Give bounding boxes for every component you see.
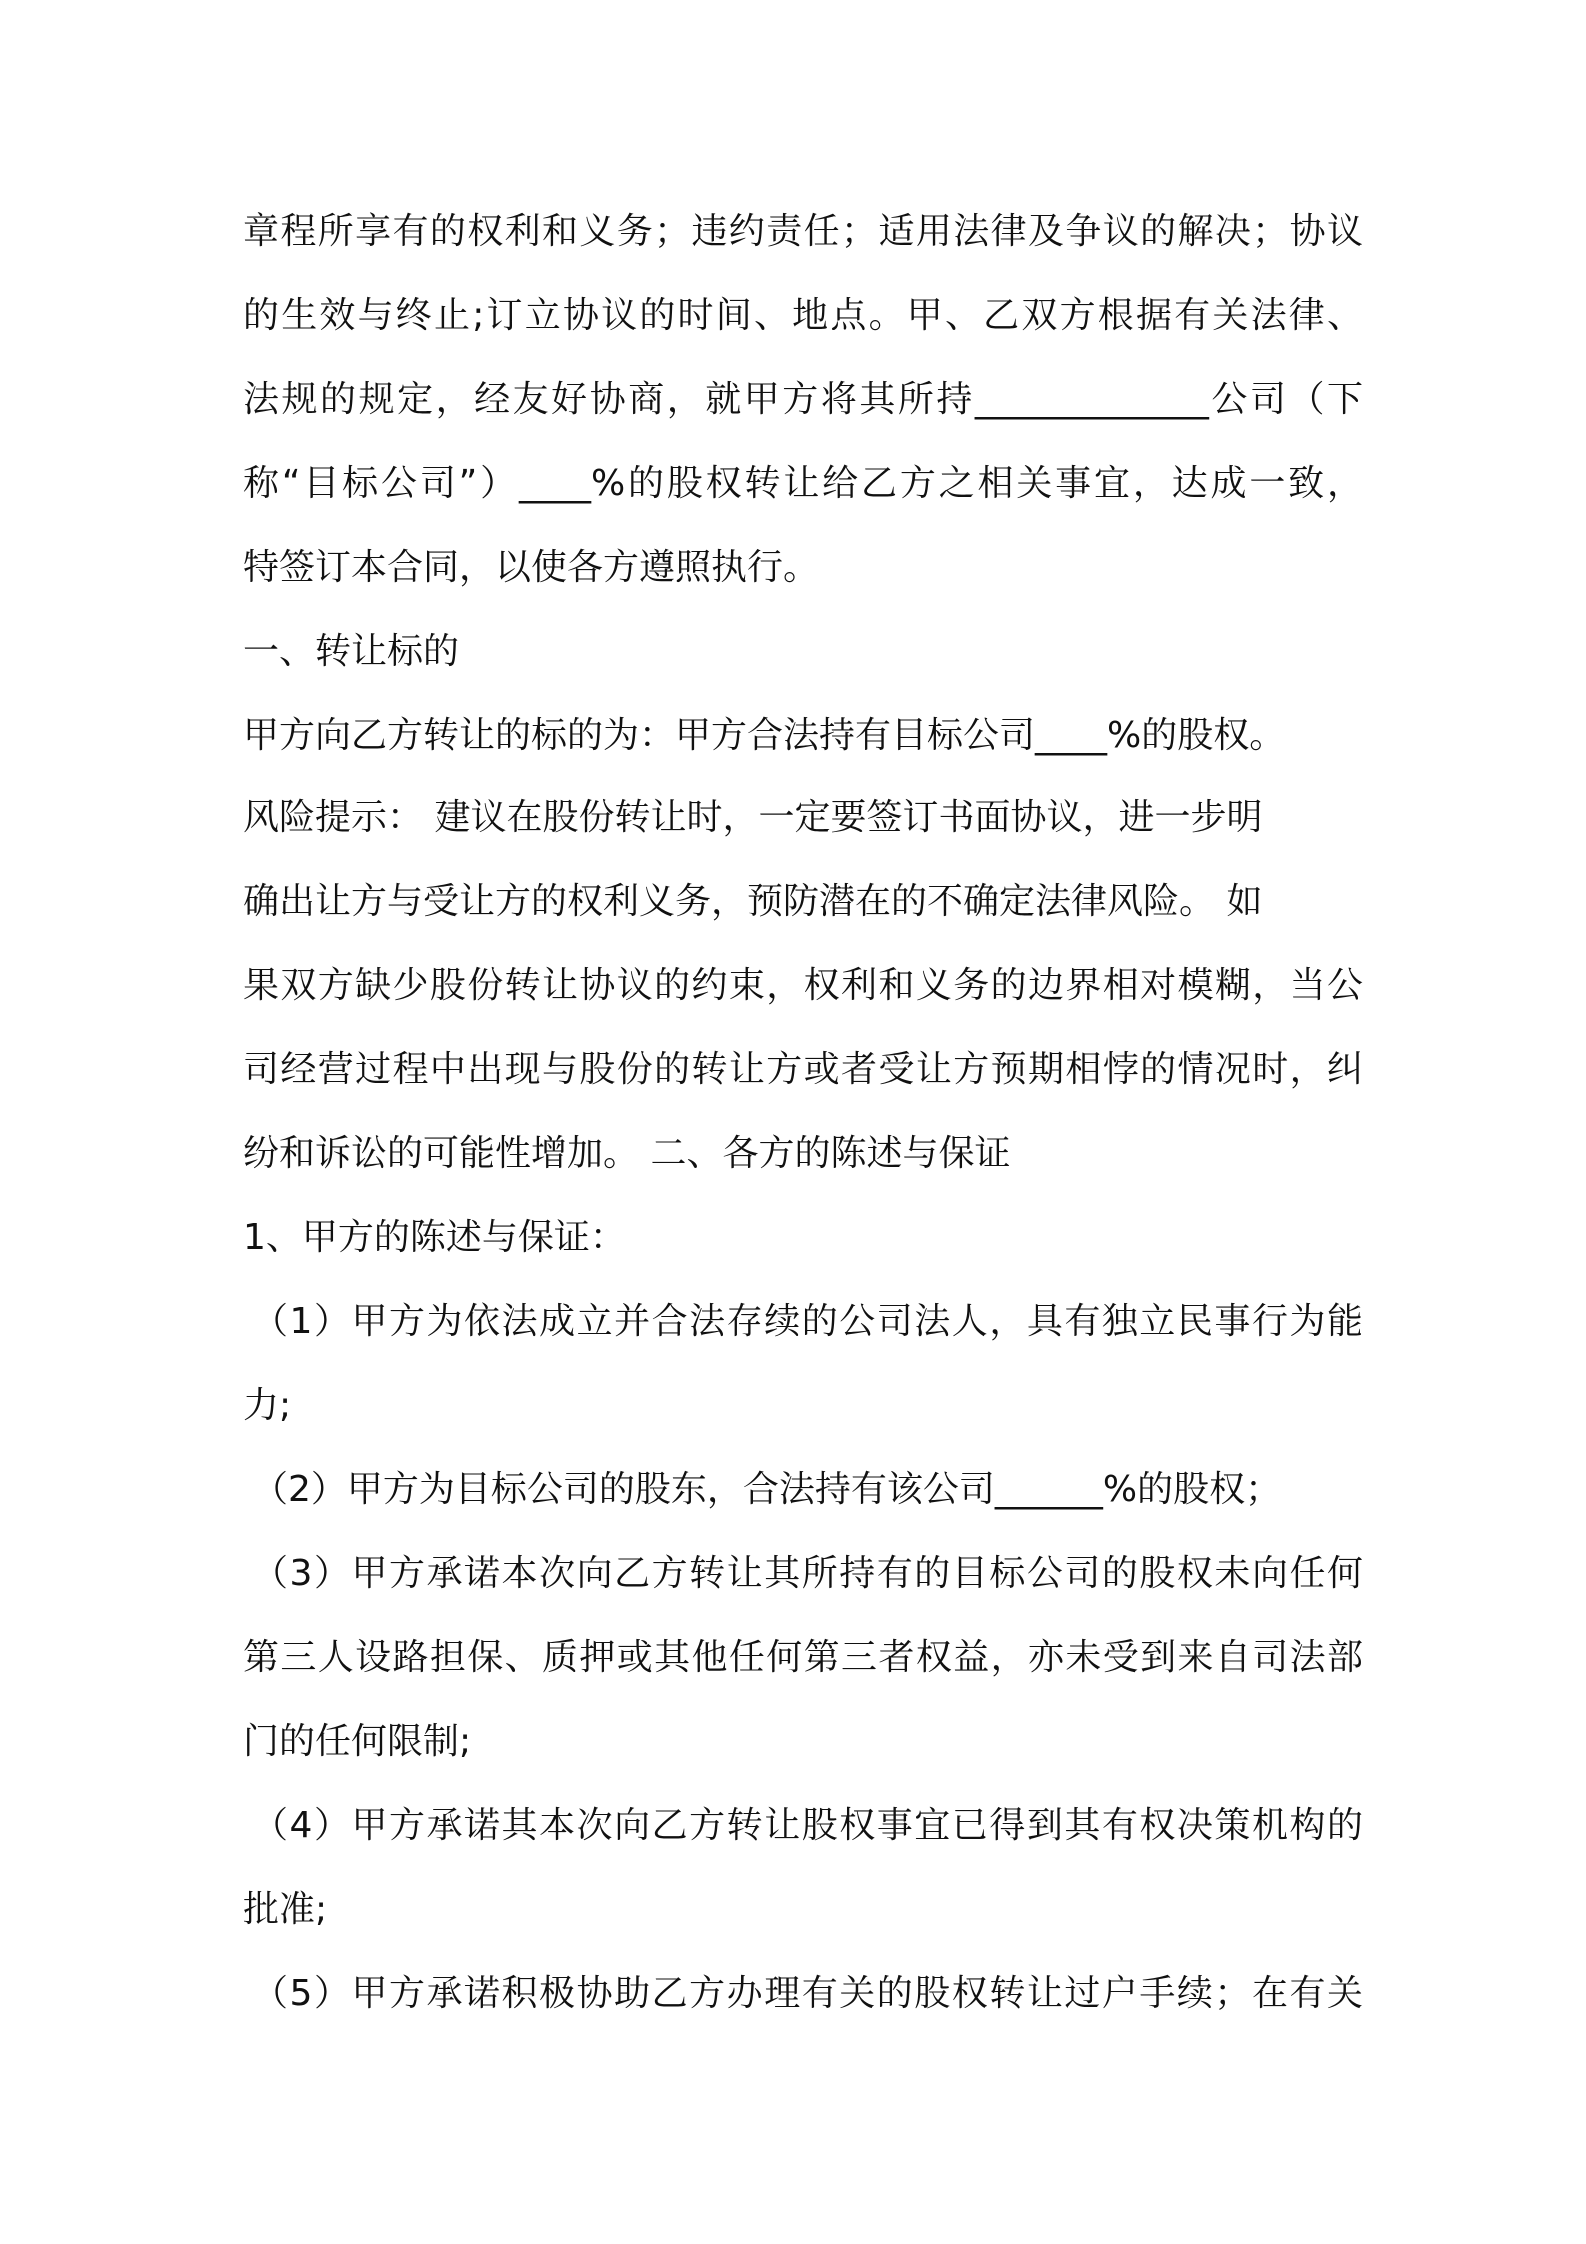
subsection-heading: 1、甲方的陈述与保证：	[243, 1217, 626, 1258]
text-line: 确出让方与受让方的权利义务，预防潜在的不确定法律风险。 如	[243, 881, 1263, 922]
list-item: （1）甲方为依法成立并合法存续的公司法人，具有独立民事行为能	[252, 1301, 1363, 1342]
text-line: 甲方向乙方转让的标的为：甲方合法持有目标公司____%的股权。	[243, 715, 1286, 756]
list-item: （3）甲方承诺本次向乙方转让其所持有的目标公司的股权未向任何	[252, 1553, 1363, 1594]
text-line: 门的任何限制;	[243, 1721, 472, 1762]
text-line: 的生效与终止;订立协议的时间、地点。甲、乙双方根据有关法律、	[243, 295, 1363, 336]
list-item: （2）甲方为目标公司的股东，合法持有该公司______%的股权；	[252, 1469, 1282, 1510]
text-line: 批准;	[243, 1889, 328, 1930]
list-item: （4）甲方承诺其本次向乙方转让股权事宜已得到其有权决策机构的	[252, 1805, 1363, 1846]
text-line: 力;	[243, 1385, 292, 1426]
text-line: 纷和诉讼的可能性增加。 二、各方的陈述与保证	[243, 1133, 1011, 1174]
risk-tip-line: 风险提示： 建议在股份转让时，一定要签订书面协议，进一步明	[243, 797, 1263, 838]
text-line: 果双方缺少股份转让协议的约束，权利和义务的边界相对模糊，当公	[243, 965, 1363, 1006]
section-heading: 一、转让标的	[243, 631, 460, 672]
text-line: 章程所享有的权利和义务；违约责任；适用法律及争议的解决；协议	[243, 211, 1363, 252]
text-line: 司经营过程中出现与股份的转让方或者受让方预期相悖的情况时，纠	[243, 1049, 1363, 1090]
text-line: 特签订本合同，以使各方遵照执行。	[243, 547, 820, 588]
text-line: 第三人设路担保、质押或其他任何第三者权益，亦未受到来自司法部	[243, 1637, 1363, 1678]
text-line: 称“目标公司”）____%的股权转让给乙方之相关事宜，达成一致，	[243, 463, 1363, 504]
list-item: （5）甲方承诺积极协助乙方办理有关的股权转让过户手续；在有关	[252, 1973, 1363, 2014]
text-line: 法规的规定，经友好协商，就甲方将其所持_____________公司（下	[243, 379, 1363, 420]
